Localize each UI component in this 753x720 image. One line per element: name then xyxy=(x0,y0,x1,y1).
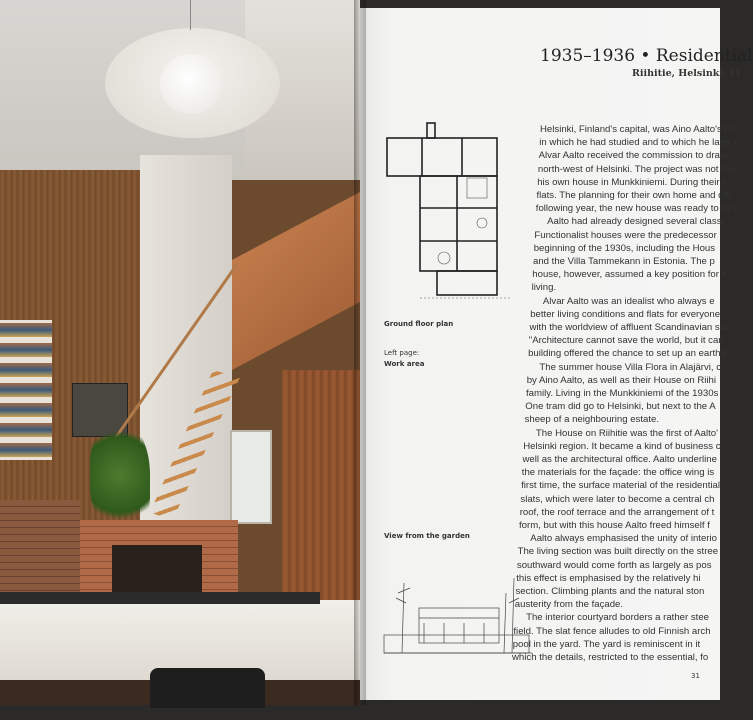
body-text-line: section. Climbing plants and the natural ston xyxy=(515,586,705,597)
body-text-line: "Architecture cannot save the world, but it can xyxy=(528,335,724,347)
body-text-line: with the worldview of affluent Scandinavian soc xyxy=(529,322,730,333)
body-text-line: family. Living in the Munkkiniemi of the 1930s xyxy=(526,388,719,399)
right-page xyxy=(360,8,753,700)
body-text-line: flats. The planning for their own home and offi xyxy=(536,190,731,201)
pendant-lamp-bulb xyxy=(160,54,222,114)
plan-caption: Ground floor plan xyxy=(384,320,454,328)
page-number: 31 xyxy=(691,672,700,680)
body-text-line: roof, the roof terrace and the arrangement of t xyxy=(519,506,715,518)
left-page-label: Left page: xyxy=(384,349,420,357)
left-page-value: Work area xyxy=(384,360,425,368)
body-text-line: north-west of Helsinki. The project was not rea xyxy=(537,163,736,175)
body-text-line: The living section was built directly on the stree xyxy=(517,546,719,558)
body-text-line: Helsinki, Finland's capital, was Aino Aalto's ho xyxy=(540,124,736,135)
plant xyxy=(90,420,150,530)
body-text-line: this effect is emphasised by the relatively hi xyxy=(516,572,701,584)
body-text-line: slats, which were later to become a central ch xyxy=(520,493,715,505)
body-text-line: The House on Riihitie was the first of Aalto' xyxy=(535,427,718,439)
body-text-line: and the Villa Tammekann in Estonia. The p xyxy=(533,256,715,267)
table-edge xyxy=(0,592,320,604)
body-text-line: Alvar Aalto was an idealist who always e xyxy=(542,295,715,307)
chair-back xyxy=(150,668,265,708)
book-gutter xyxy=(354,0,366,705)
body-text-line: austerity from the façade. xyxy=(514,599,624,611)
body-text-line: in which he had studied and to which he later r xyxy=(539,137,737,149)
body-text-line: One tram did go to Helsinki, but next to the A xyxy=(525,401,716,413)
body-text-line: pool in the yard. The yard is reminiscent in it xyxy=(512,638,701,650)
body-text-line: Alvar Aalto received the commission to draw xyxy=(538,150,727,162)
window xyxy=(230,430,272,524)
chapter-subtitle: Riihitie, Helsinki, Fi xyxy=(632,68,740,79)
body-text xyxy=(360,8,738,700)
body-text-line: first time, the surface material of the residential xyxy=(521,480,720,492)
garden-caption: View from the garden xyxy=(384,532,470,540)
body-text-line: The summer house Villa Flora in Alajärvi, c xyxy=(539,361,722,373)
body-text-line: sheep of a neighbouring estate. xyxy=(524,414,660,426)
body-text-line: Functionalist houses were the predecessor xyxy=(534,229,717,241)
body-text-line: house, however, assumed a key position for A xyxy=(532,269,728,281)
body-text-line: field. The slat fence alludes to old Finnish arch xyxy=(513,625,711,637)
body-text-line: better living conditions and flats for everyone. xyxy=(530,308,723,320)
body-text-line: Aalto had already designed several classi xyxy=(547,216,724,228)
body-text-line: the materials for the façade: the office wing is xyxy=(521,467,715,479)
chapter-title: 1935–1936 • Residential xyxy=(540,46,753,66)
body-text-line: following year, the new house was ready to be r xyxy=(535,203,738,215)
body-text-line: building offered the chance to set up an earthly xyxy=(528,348,728,360)
interior-photo-work-area xyxy=(0,0,360,705)
body-text-line: Helsinki region. It became a kind of business c xyxy=(523,440,721,452)
body-text-line: which the details, restricted to the essential, fo xyxy=(512,652,709,663)
body-text-line: well as the architectural office. Aalto underline xyxy=(522,454,717,465)
body-text-line: beginning of the 1930s, including the Hous xyxy=(533,242,716,254)
body-text-line: Aalto always emphasised the unity of interio xyxy=(530,533,717,545)
fireplace-opening xyxy=(112,545,202,595)
right-wood-panel xyxy=(282,370,360,620)
brick-base xyxy=(0,500,80,600)
body-text-line: his own house in Munkkiniemi. During their fi xyxy=(537,176,728,188)
bookshelf xyxy=(0,320,52,460)
body-text-line: living. xyxy=(531,282,557,294)
body-text-line: The interior courtyard borders a rather stee xyxy=(526,612,709,624)
body-text-line: by Aino Aalto, as well as their House on Riihi xyxy=(526,374,716,386)
lamp-cord xyxy=(190,0,191,30)
body-text-line: form, but with this house Aalto freed himself f xyxy=(519,520,710,531)
body-text-line: southward would come forth as largely as pos xyxy=(516,559,712,571)
balcony-wall xyxy=(232,192,360,370)
